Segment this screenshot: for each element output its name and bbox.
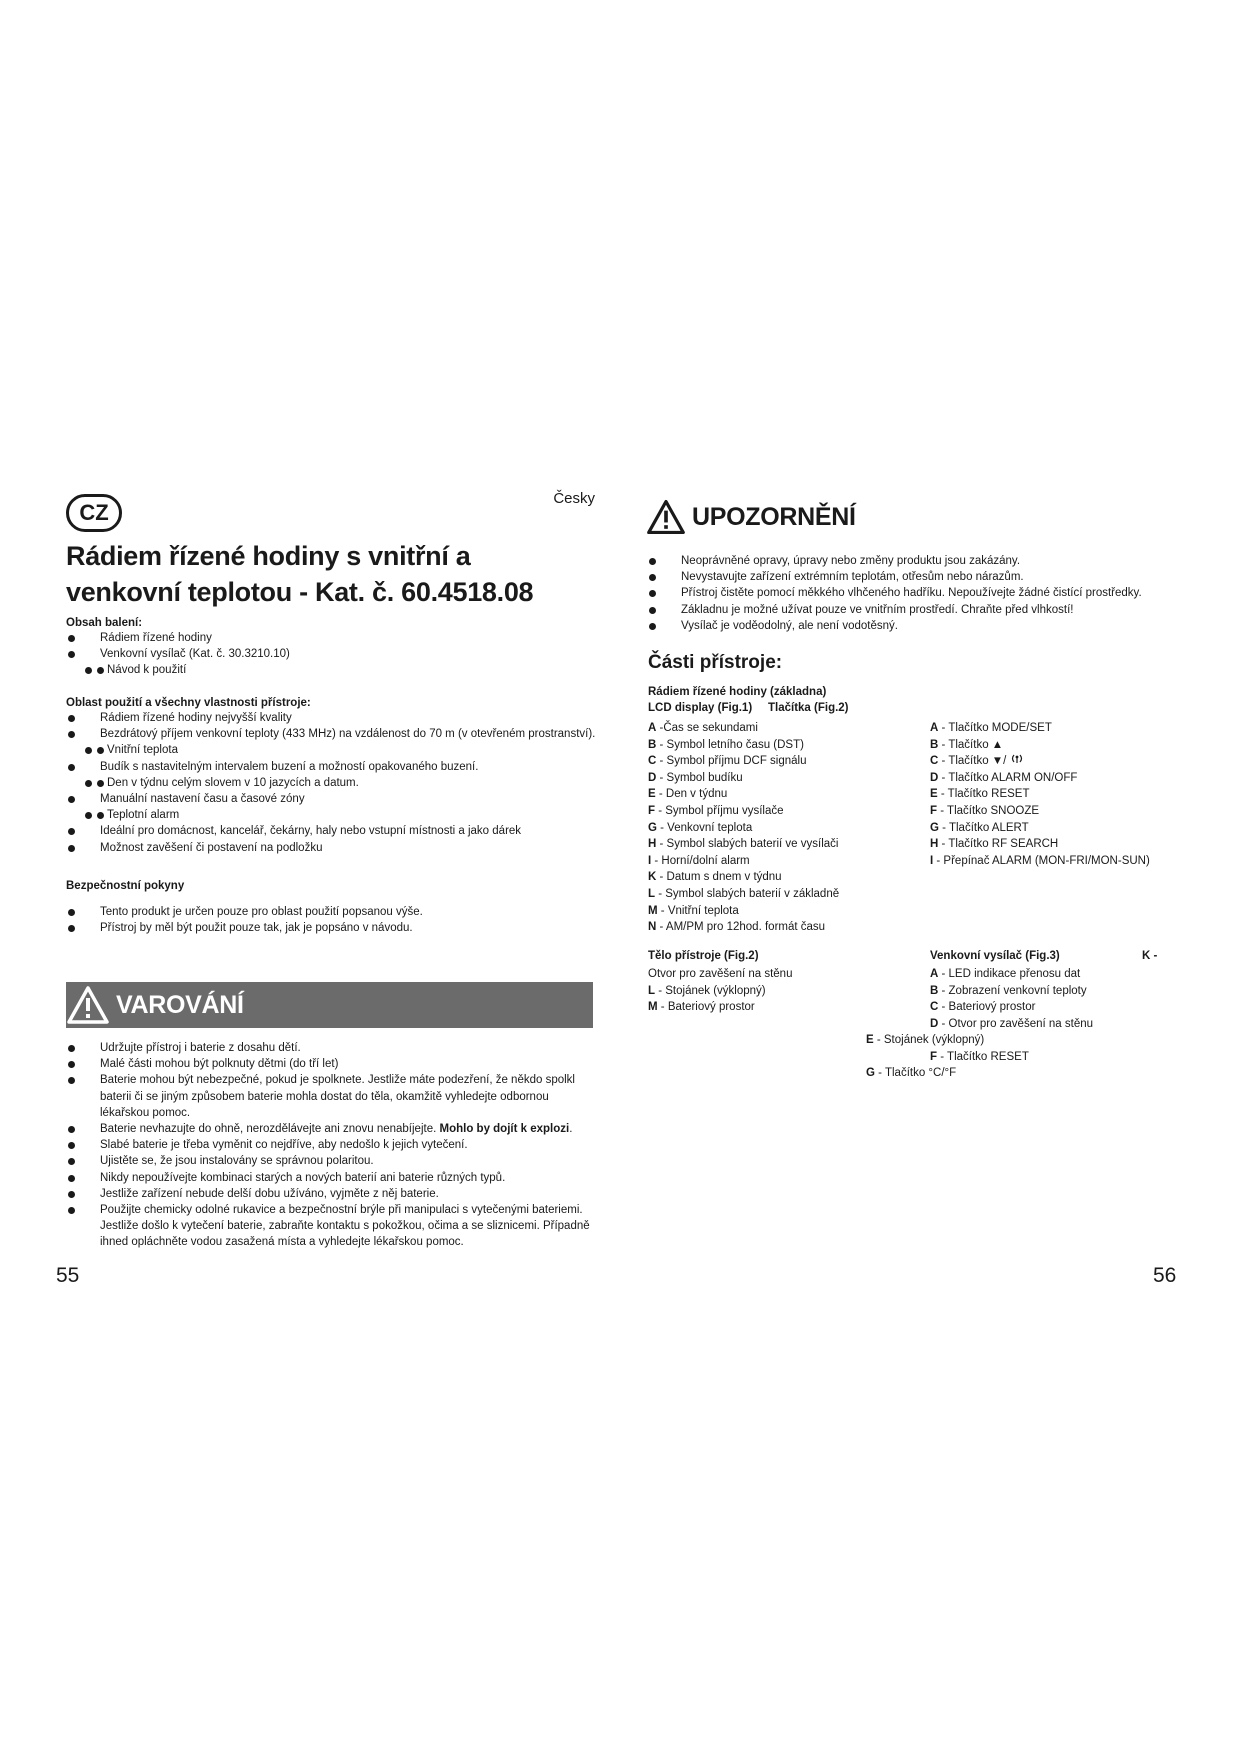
list-item: Možnost zavěšení či postavení na podložku xyxy=(66,840,600,856)
legend-item: K - Datum s dnem v týdnu xyxy=(648,871,782,884)
list-item: Nikdy nepoužívejte kombinaci starých a nových baterií ani baterie různých typů. xyxy=(66,1170,600,1186)
list-item: Neoprávněné opravy, úpravy nebo změny produktu jsou zakázány. xyxy=(647,553,1207,569)
warning-triangle-icon xyxy=(646,498,686,536)
cautions-section xyxy=(647,553,1207,634)
list-item: Ideální pro domácnost, kancelář, čekárny, haly nebo vstupní místnosti a jako dárek xyxy=(66,823,600,839)
list-item: Jestliže zařízení nebude delší dobu užíváno, vyjměte z něj baterie. xyxy=(66,1186,600,1202)
legend-item: F - Symbol příjmu vysílače xyxy=(648,804,784,817)
button-items-list xyxy=(930,720,1230,869)
legend-item: I - Přepínač ALARM (MON-FRI/MON-SUN) xyxy=(930,854,1150,867)
list-item: Baterie mohou být nebezpečné, pokud je spolknete. Jestliže máte podezření, že někdo spolkl baterii či se jiným způsobem baterie mohla dostat do těla, okamžitě vyhledejte odbornou lékařskou pomoc. xyxy=(66,1072,600,1121)
list-item: Nevystavujte zařízení extrémním teplotám, otřesům nebo nárazům. xyxy=(647,569,1207,585)
cautions-list xyxy=(647,553,1207,634)
legend-item: L - Stojánek (výklopný) xyxy=(648,984,766,997)
legend-item: D - Symbol budíku xyxy=(648,771,743,784)
title-line-1: Rádiem řízené hodiny s vnitřní a xyxy=(66,541,471,571)
base-heading: Rádiem řízené hodiny (základna) xyxy=(648,686,827,698)
legend-item: E - Tlačítko RESET xyxy=(930,788,1030,801)
features-heading: Oblast použití a všechny vlastnosti přístroje: xyxy=(66,697,311,709)
legend-item: H - Tlačítko RF SEARCH xyxy=(930,838,1059,851)
body-heading: Tělo přístroje (Fig.2) xyxy=(648,950,759,962)
language-label: Česky xyxy=(553,490,595,507)
list-item: Tento produkt je určen pouze pro oblast použití popsanou výše. xyxy=(66,904,600,920)
list-item: Budík s nastavitelným intervalem buzení a možností opakovaného buzení. xyxy=(66,759,600,775)
legend-item: B - Zobrazení venkovní teploty xyxy=(930,984,1087,997)
list-item: Malé části mohou být polknuty dětmi (do tří let) xyxy=(66,1056,600,1072)
legend-item: I - Horní/dolní alarm xyxy=(648,854,750,867)
legend-item: F - Tlačítko SNOOZE xyxy=(930,804,1040,817)
list-item: Rádiem řízené hodiny xyxy=(66,630,600,646)
caution-title: UPOZORNĚNÍ xyxy=(692,502,856,531)
sender-k-label: K - xyxy=(1142,950,1158,962)
list-item: Manuální nastavení času a časové zóny xyxy=(66,791,600,807)
radio-signal-icon xyxy=(1010,755,1024,767)
list-item: Přístroj by měl být použit pouze tak, jak je popsáno v návodu. xyxy=(66,920,600,936)
legend-item: A -Čas se sekundami xyxy=(648,722,758,734)
list-item: Ujistěte se, že jsou instalovány se správnou polaritou. xyxy=(66,1153,600,1169)
sender-heading: Venkovní vysílač (Fig.3) xyxy=(930,950,1060,962)
legend-item: C - Bateriový prostor xyxy=(930,1001,1036,1014)
safety-section xyxy=(66,880,600,936)
features-list xyxy=(66,710,600,856)
list-item: Udržujte přístroj i baterie z dosahu dětí. xyxy=(66,1040,600,1056)
legend-item: A - LED indikace přenosu dat xyxy=(930,968,1081,980)
legend-item: N - AM/PM pro 12hod. formát času xyxy=(648,921,826,934)
list-item: Přístroj čistěte pomocí měkkého vlhčeného hadříku. Nepoužívejte žádné čistící prostředky. xyxy=(647,585,1207,601)
lcd-items-list xyxy=(648,720,908,936)
parts-heading: Části přístroje: xyxy=(648,652,783,673)
list-item: Vysílač je voděodolný, ale není vodotěsný. xyxy=(647,618,1207,634)
list-item: Baterie nevhazujte do ohně, nerozdělávejte ani znovu nenabíjejte. Mohlo by dojít k explozi. xyxy=(66,1121,600,1137)
sender-item-f: F - Tlačítko RESET xyxy=(930,1051,1029,1063)
page-number-right: 56 xyxy=(1153,1264,1177,1287)
list-item: Použijte chemicky odolné rukavice a bezpečnostní brýle při manipulaci s vytečenými bateriemi. Jestliže došlo k vytečení baterie, zabraňte kontaktu s pokožkou, očima a se sliznicemi. Případně ihned opláchněte vodou zasažená místa a vyhledejte lékařskou pomoc. xyxy=(66,1202,600,1251)
legend-item: B - Symbol letního času (DST) xyxy=(648,738,804,751)
warnings-list xyxy=(66,1040,600,1251)
contents-heading: Obsah balení: xyxy=(66,617,143,629)
legend-item: M - Vnitřní teplota xyxy=(648,904,739,917)
list-item: Bezdrátový příjem venkovní teploty (433 MHz) na vzdálenost do 70 m (v otevřeném prostranství). xyxy=(66,726,600,742)
list-item: Teplotní alarm xyxy=(66,807,600,823)
warnings-section xyxy=(66,1040,600,1251)
features-section xyxy=(66,697,600,856)
legend-item: L - Symbol slabých baterií v základně xyxy=(648,887,840,900)
legend-item: Otvor pro zavěšení na stěnu xyxy=(648,968,793,980)
sender-item-g: G - Tlačítko °C/°F xyxy=(866,1067,957,1079)
list-item: Slabé baterie je třeba vyměnit co nejdříve, aby nedošlo k jejich vytečení. xyxy=(66,1137,600,1153)
legend-item: C - Tlačítko ▼/ xyxy=(930,753,1230,770)
title-line-2: venkovní teplotou - Kat. č. 60.4518.08 xyxy=(66,577,534,607)
sender-items-list xyxy=(930,966,1210,1032)
lcd-heading: LCD display (Fig.1) xyxy=(648,702,753,714)
page-number-left: 55 xyxy=(56,1264,80,1287)
warning-title: VAROVÁNÍ xyxy=(116,990,244,1019)
safety-list xyxy=(66,904,600,936)
contents-section xyxy=(66,617,600,679)
legend-item: A - Tlačítko MODE/SET xyxy=(930,722,1052,734)
body-items-list xyxy=(648,966,908,1016)
legend-item: B - Tlačítko ▲ xyxy=(930,738,1004,751)
legend-item: G - Tlačítko ALERT xyxy=(930,821,1029,834)
country-badge: CZ xyxy=(66,494,122,532)
list-item: Základnu je možné užívat pouze ve vnitřním prostředí. Chraňte před vlhkostí! xyxy=(647,602,1207,618)
legend-item: C - Symbol příjmu DCF signálu xyxy=(648,755,807,768)
legend-item: M - Bateriový prostor xyxy=(648,1001,755,1014)
page-title xyxy=(66,538,606,610)
list-item: Venkovní vysílač (Kat. č. 30.3210.10) xyxy=(66,646,600,662)
list-item: Vnitřní teplota xyxy=(66,742,600,758)
safety-heading: Bezpečnostní pokyny xyxy=(66,880,185,892)
list-item: Rádiem řízené hodiny nejvyšší kvality xyxy=(66,710,600,726)
sender-item-e: E - Stojánek (výklopný) xyxy=(866,1034,985,1046)
legend-item: G - Venkovní teplota xyxy=(648,821,753,834)
list-item: Den v týdnu celým slovem v 10 jazycích a datum. xyxy=(66,775,600,791)
legend-item: D - Otvor pro zavěšení na stěnu xyxy=(930,1017,1094,1030)
warning-banner xyxy=(66,982,593,1028)
contents-list xyxy=(66,630,600,679)
warning-triangle-icon xyxy=(66,985,110,1025)
list-item: Návod k použití xyxy=(66,662,600,678)
buttons-heading: Tlačítka (Fig.2) xyxy=(768,702,849,714)
legend-item: H - Symbol slabých baterií ve vysílači xyxy=(648,838,839,851)
legend-item: D - Tlačítko ALARM ON/OFF xyxy=(930,771,1078,784)
legend-item: E - Den v týdnu xyxy=(648,788,728,801)
caution-header xyxy=(646,498,856,536)
